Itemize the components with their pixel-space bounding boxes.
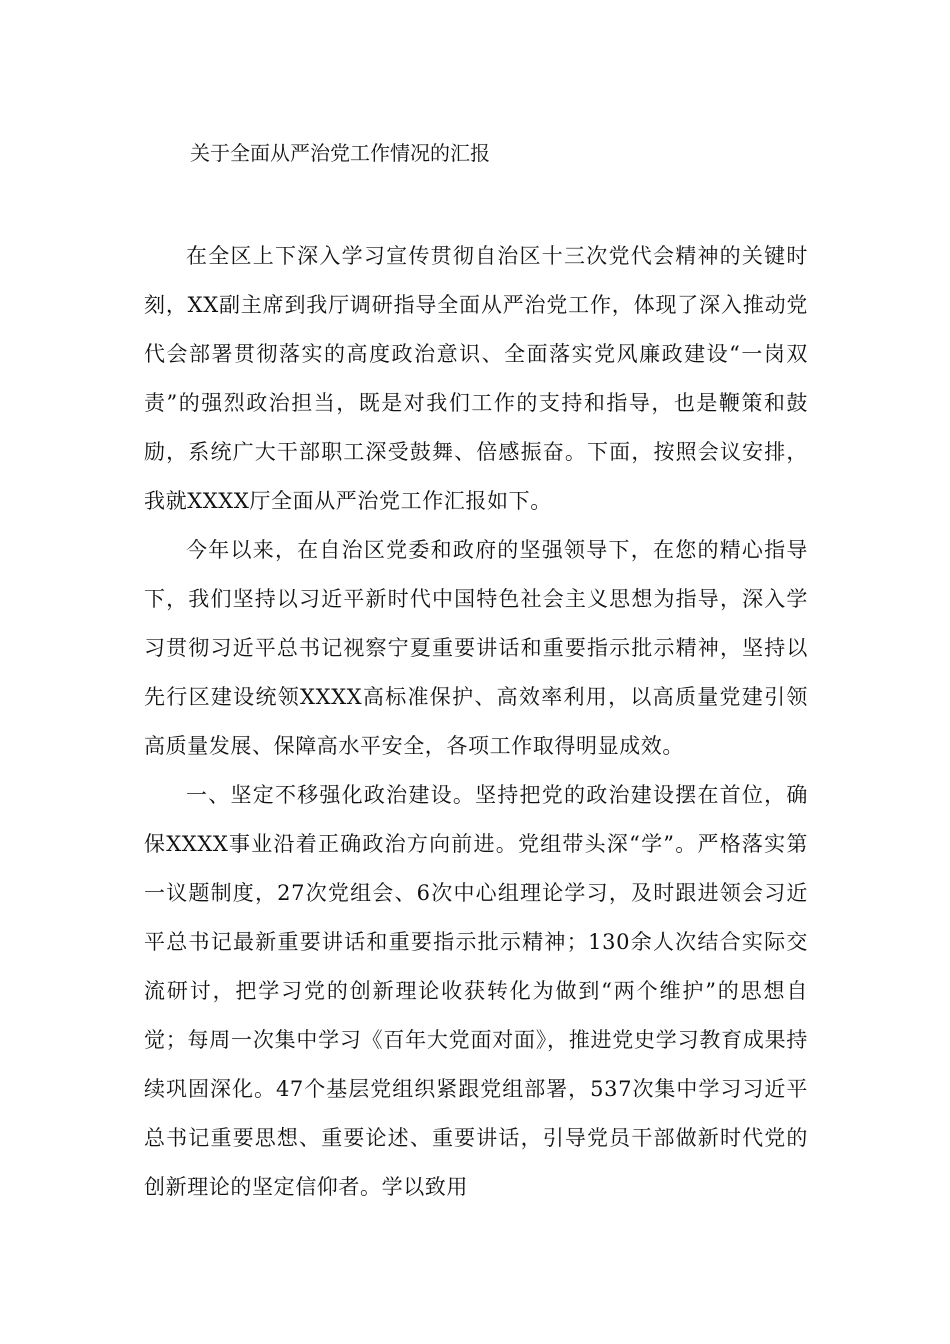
- paragraph-overview: 今年以来，在自治区党委和政府的坚强领导下，在您的精心指导下，我们坚持以习近平新时代中国特色社会主义思想为指导，深入学习贯彻习近平总书记视察宁夏重要讲话和重要指示批示精神，坚持以先行区建设统领XXXX高标准保护、高效率利用，以高质量党建引领高质量发展、保障高水平安全，各项工作取得明显成效。: [144, 538, 808, 758]
- document-body: [144, 232, 808, 1212]
- paragraph-section-one: 一、坚定不移强化政治建设。坚持把党的政治建设摆在首位，确保XXXX事业沿着正确政治方向前进。党组带头深“学”。严格落实第一议题制度，27次党组会、6次中心组理论学习，及时跟进领会习近平总书记最新重要讲话和重要指示批示精神；130余人次结合实际交流研讨，把学习党的创新理论收获转化为做到“两个维护”的思想自觉；每周一次集中学习《百年大党面对面》，推进党史学习教育成果持续巩固深化。47个基层党组织紧跟党组部署，537次集中学习习近平总书记重要思想、重要论述、重要讲话，引导党员干部做新时代党的创新理论的坚定信仰者。学以致用: [144, 783, 808, 1199]
- paragraph-intro: 在全区上下深入学习宣传贯彻自治区十三次党代会精神的关键时刻，XX副主席到我厅调研指导全面从严治党工作，体现了深入推动党代会部署贯彻落实的高度政治意识、全面落实党风廉政建设“一岗双责”的强烈政治担当，既是对我们工作的支持和指导，也是鞭策和鼓励，系统广大干部职工深受鼓舞、倍感振奋。下面，按照会议安排，我就XXXX厅全面从严治党工作汇报如下。: [144, 244, 808, 513]
- document-title: 关于全面从严治党工作情况的汇报: [190, 141, 490, 165]
